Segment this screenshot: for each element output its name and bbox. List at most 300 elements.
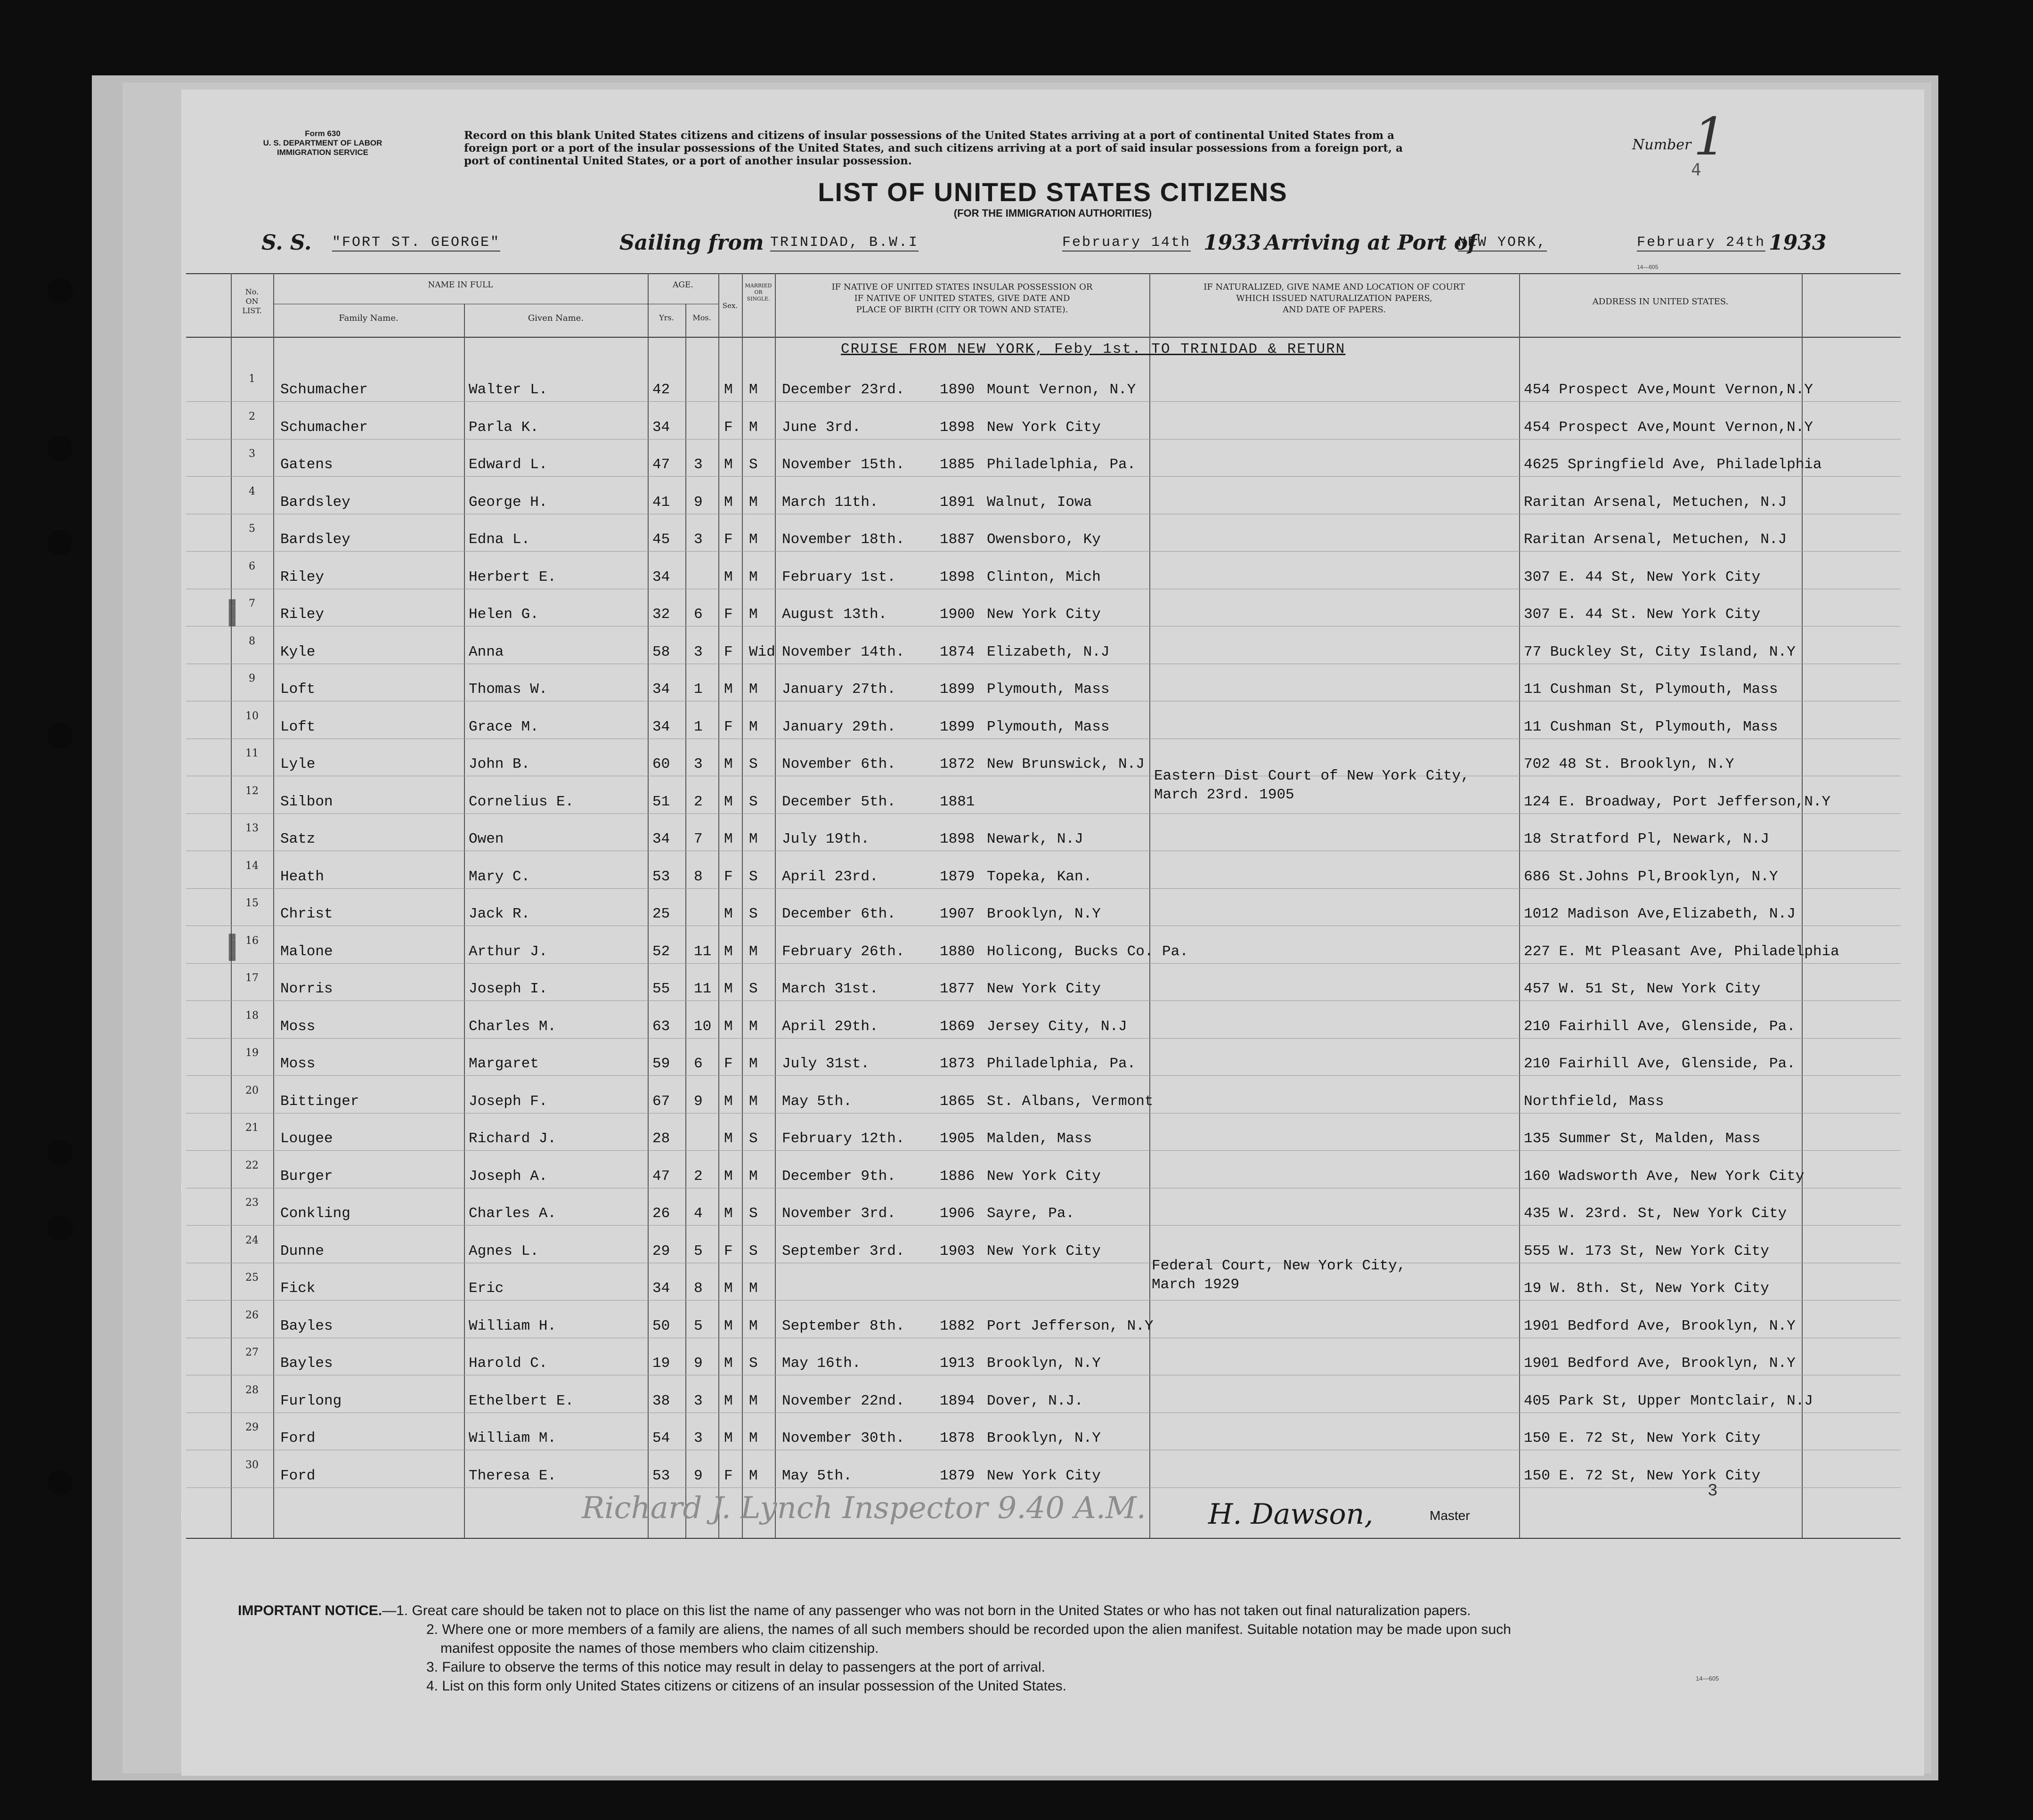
cell-addr: 307 E. 44 St, New York City: [1524, 569, 1761, 585]
col-header-sex: Sex.: [722, 301, 738, 310]
row-rule: [186, 551, 1901, 552]
row-number: 15: [245, 897, 259, 909]
print-code: 14—605: [1696, 1675, 1719, 1682]
cell-ms: M: [749, 1093, 758, 1110]
cell-sex: M: [724, 756, 733, 772]
cell-given: Owen: [469, 831, 504, 847]
row-number: 24: [245, 1235, 259, 1246]
cell-byear: 1865: [940, 1093, 975, 1110]
cell-byear: 1879: [940, 869, 975, 885]
form-identifier: [238, 129, 407, 157]
binder-hole: [47, 530, 73, 555]
notice-heading: IMPORTANT NOTICE.: [238, 1603, 382, 1618]
cell-yrs: 42: [652, 382, 670, 398]
col-header-address: ADDRESS IN UNITED STATES.: [1592, 297, 1729, 307]
cell-bplace: New York City: [987, 1468, 1101, 1484]
cell-addr: 454 Prospect Ave,Mount Vernon,N.Y: [1524, 419, 1813, 436]
cell-addr: Northfield, Mass: [1524, 1093, 1664, 1110]
margin-stamp: ■■■■: [225, 599, 238, 626]
col-divider: [464, 304, 465, 1538]
cell-sex: M: [724, 569, 733, 585]
cell-bdate: November 18th.: [782, 531, 905, 548]
cell-bdate: July 31st.: [782, 1056, 870, 1072]
cell-family: Bayles: [280, 1318, 333, 1334]
cell-addr: 307 E. 44 St. New York City: [1524, 606, 1761, 623]
cell-yrs: 25: [652, 906, 670, 922]
cell-bdate: June 3rd.: [782, 419, 861, 436]
department: U. S. DEPARTMENT OF LABOR: [263, 138, 382, 147]
cell-mos: 5: [694, 1318, 703, 1334]
cell-bplace: Brooklyn, N.Y: [987, 906, 1101, 922]
cell-bdate: February 26th.: [782, 943, 905, 960]
header-text: SINGLE.: [747, 296, 770, 302]
binder-hole: [47, 1140, 73, 1165]
cell-bdate: November 14th.: [782, 644, 905, 660]
cell-byear: 1905: [940, 1130, 975, 1147]
header-text: IF NATIVE OF UNITED STATES INSULAR POSSESSION OR: [831, 282, 1093, 292]
naturalization-court: Eastern Dist Court of New York City,: [1154, 768, 1470, 784]
cell-ms: S: [749, 1205, 758, 1222]
row-rule: [186, 401, 1901, 402]
instruction-line: port of continental United States, or a port of another insular possession.: [464, 154, 912, 167]
header-rule: [186, 337, 1901, 338]
cell-addr: 686 St.Johns Pl,Brooklyn, N.Y: [1524, 869, 1778, 885]
cell-ms: M: [749, 569, 758, 585]
cell-family: Loft: [280, 719, 316, 735]
header-text: No.: [245, 287, 259, 296]
cell-sex: M: [724, 1205, 733, 1222]
cell-ms: M: [749, 943, 758, 960]
cell-given: Joseph A.: [469, 1168, 548, 1185]
row-number: 14: [245, 860, 259, 872]
cell-given: George H.: [469, 494, 548, 511]
row-number: 28: [245, 1384, 259, 1396]
cell-byear: 1874: [940, 644, 975, 660]
cell-ms: S: [749, 1130, 758, 1147]
cell-bplace: St. Albans, Vermont: [987, 1093, 1154, 1110]
row-rule: [186, 1075, 1901, 1076]
col-header-given: Given Name.: [528, 313, 584, 323]
cell-given: Walter L.: [469, 382, 548, 398]
col-header-married: [742, 283, 775, 302]
cell-sex: F: [724, 644, 733, 660]
cell-yrs: 28: [652, 1130, 670, 1147]
cell-yrs: 34: [652, 569, 670, 585]
cell-bplace: Philadelphia, Pa.: [987, 456, 1136, 473]
cell-family: Lyle: [280, 756, 316, 772]
cell-given: Margaret: [469, 1056, 539, 1072]
cell-bdate: December 5th.: [782, 794, 896, 810]
ship-name: "FORT ST. GEORGE": [332, 235, 501, 251]
row-number: 9: [249, 673, 255, 684]
cell-given: Herbert E.: [469, 569, 557, 585]
cell-sex: F: [724, 531, 733, 548]
cell-mos: 3: [694, 1430, 703, 1446]
notice-item: 4. List on this form only United States citizens or citizens of an insular possession of the United States.: [426, 1678, 1067, 1694]
cell-given: Agnes L.: [469, 1243, 539, 1259]
cell-byear: 1881: [940, 794, 975, 810]
cell-given: Arthur J.: [469, 943, 548, 960]
row-number: 5: [249, 523, 255, 535]
cell-byear: 1898: [940, 419, 975, 436]
cell-ms: M: [749, 1280, 758, 1297]
cell-bdate: November 30th.: [782, 1430, 905, 1446]
sail-date: February 14th: [1062, 235, 1191, 251]
cell-ms: M: [749, 831, 758, 847]
cell-ms: S: [749, 1243, 758, 1259]
row-number: 26: [245, 1309, 259, 1321]
notice-item: 3. Failure to observe the terms of this notice may result in delay to passengers at the port of arrival.: [426, 1659, 1045, 1675]
cell-given: William M.: [469, 1430, 557, 1446]
col-header-yrs: Yrs.: [659, 313, 674, 322]
cell-yrs: 32: [652, 606, 670, 623]
table-top-rule: [186, 273, 1901, 274]
cell-mos: 3: [694, 756, 703, 772]
cell-family: Bardsley: [280, 531, 350, 548]
cell-sex: M: [724, 1393, 733, 1409]
cell-addr: 150 E. 72 St, New York City: [1524, 1468, 1761, 1484]
cell-family: Bayles: [280, 1355, 333, 1372]
notice-item: —1. Great care should be taken not to place on this list the name of any passenger who was not born in the United States or who has not taken out final naturalization papers.: [382, 1603, 1471, 1618]
cell-ms: M: [749, 681, 758, 698]
cell-given: Charles A.: [469, 1205, 557, 1222]
cell-given: Edward L.: [469, 456, 548, 473]
cell-bplace: New Brunswick, N.J: [987, 756, 1145, 772]
cell-byear: 1869: [940, 1018, 975, 1035]
cell-given: Parla K.: [469, 419, 539, 436]
important-notice: [238, 1601, 1849, 1696]
cell-family: Dunne: [280, 1243, 325, 1259]
row-number: 27: [245, 1347, 259, 1358]
cell-bplace: Elizabeth, N.J: [987, 644, 1110, 660]
cell-sex: M: [724, 494, 733, 511]
header-text: IF NATIVE OF UNITED STATES, GIVE DATE AND: [854, 293, 1070, 303]
cell-addr: 135 Summer St, Malden, Mass: [1524, 1130, 1761, 1147]
cell-family: Schumacher: [280, 382, 368, 398]
cell-given: Edna L.: [469, 531, 530, 548]
page-title: LIST OF UNITED STATES CITIZENS: [818, 177, 1288, 207]
col-header-birth: [775, 282, 1149, 316]
cell-given: Theresa E.: [469, 1468, 557, 1484]
arrival-port: NEW YORK,: [1458, 235, 1547, 251]
col-divider: [1519, 273, 1520, 1538]
cell-byear: 1873: [940, 1056, 975, 1072]
row-number: 25: [245, 1272, 259, 1284]
cell-yrs: 34: [652, 681, 670, 698]
cell-yrs: 63: [652, 1018, 670, 1035]
cell-bdate: May 5th.: [782, 1468, 852, 1484]
cell-bplace: Clinton, Mich: [987, 569, 1101, 585]
cell-family: Bittinger: [280, 1093, 359, 1110]
cell-sex: F: [724, 606, 733, 623]
cell-addr: Raritan Arsenal, Metuchen, N.J: [1524, 531, 1787, 548]
form-number: Form 630: [305, 129, 341, 138]
cell-given: Mary C.: [469, 869, 530, 885]
cell-sex: F: [724, 1056, 733, 1072]
binder-hole: [47, 278, 73, 303]
sail-year: 1933: [1204, 231, 1261, 255]
cell-ms: M: [749, 494, 758, 511]
binder-hole: [47, 436, 73, 461]
header-text: IF NATURALIZED, GIVE NAME AND LOCATION OF COURT: [1204, 282, 1465, 292]
row-number: 3: [249, 448, 255, 460]
cell-addr: 454 Prospect Ave,Mount Vernon,N.Y: [1524, 382, 1813, 398]
cell-mos: 3: [694, 456, 703, 473]
cell-given: Helen G.: [469, 606, 539, 623]
cell-bdate: February 12th.: [782, 1130, 905, 1147]
instruction-line: Record on this blank United States citizens and citizens of insular possessions of the United States arriving at a port of continental United States from a: [464, 129, 1395, 142]
naturalization-date: March 1929: [1152, 1276, 1240, 1293]
row-number: 2: [249, 411, 255, 422]
service: IMMIGRATION SERVICE: [277, 148, 368, 157]
notice-line: [238, 1658, 1849, 1677]
cell-yrs: 34: [652, 831, 670, 847]
cell-bplace: Owensboro, Ky: [987, 531, 1101, 548]
arriving-label: Arriving at Port of: [1265, 231, 1477, 255]
cell-family: Satz: [280, 831, 316, 847]
row-rule: [186, 1487, 1901, 1488]
row-rule: [186, 813, 1901, 814]
cell-bdate: September 3rd.: [782, 1243, 905, 1259]
master-label: Master: [1430, 1508, 1470, 1523]
cell-sex: F: [724, 869, 733, 885]
cell-byear: 1907: [940, 906, 975, 922]
header-text: ON: [245, 297, 259, 306]
cell-sex: M: [724, 1168, 733, 1185]
col-header-family: Family Name.: [339, 313, 398, 323]
cell-bdate: April 23rd.: [782, 869, 878, 885]
cell-sex: F: [724, 1468, 733, 1484]
notice-item: 2. Where one or more members of a family are aliens, the names of all such members should be recorded upon the alien manifest. Suitable notation may be made upon such: [426, 1622, 1511, 1637]
row-rule: [186, 1150, 1901, 1151]
cell-sex: M: [724, 831, 733, 847]
cell-addr: 1901 Bedford Ave, Brooklyn, N.Y: [1524, 1355, 1796, 1372]
cell-bplace: Brooklyn, N.Y: [987, 1355, 1101, 1372]
cell-byear: 1891: [940, 494, 975, 511]
cell-sex: M: [724, 456, 733, 473]
cell-family: Heath: [280, 869, 325, 885]
cell-bplace: Brooklyn, N.Y: [987, 1430, 1101, 1446]
cell-family: Silbon: [280, 794, 333, 810]
cell-ms: S: [749, 906, 758, 922]
cell-ms: M: [749, 1168, 758, 1185]
cell-addr: 405 Park St, Upper Montclair, N.J: [1524, 1393, 1813, 1409]
col-header-age: AGE.: [673, 280, 693, 290]
col-header-mos: Mos.: [692, 313, 711, 322]
cell-ms: M: [749, 1056, 758, 1072]
cell-byear: 1885: [940, 456, 975, 473]
cell-sex: F: [724, 719, 733, 735]
cell-yrs: 29: [652, 1243, 670, 1259]
cell-bplace: Walnut, Iowa: [987, 494, 1092, 511]
cell-bplace: Plymouth, Mass: [987, 681, 1110, 698]
col-header-name: NAME IN FULL: [428, 280, 493, 290]
cell-ms: M: [749, 606, 758, 623]
header-text: AND DATE OF PAPERS.: [1283, 305, 1386, 315]
cell-addr: 11 Cushman St, Plymouth, Mass: [1524, 719, 1778, 735]
cell-addr: 18 Stratford Pl, Newark, N.J: [1524, 831, 1769, 847]
cell-addr: 160 Wadsworth Ave, New York City: [1524, 1168, 1805, 1185]
margin-stamp: ■■■■: [225, 934, 238, 961]
header-text: MARRIED: [745, 283, 772, 289]
cell-bdate: September 8th.: [782, 1318, 905, 1334]
col-divider: [1149, 273, 1150, 1538]
cell-family: Conkling: [280, 1205, 350, 1222]
cell-given: Joseph I.: [469, 981, 548, 997]
cell-ms: M: [749, 1468, 758, 1484]
header-text: WHICH ISSUED NATURALIZATION PAPERS,: [1236, 293, 1432, 303]
cell-given: Cornelius E.: [469, 794, 574, 810]
cell-bdate: May 5th.: [782, 1093, 852, 1110]
cell-yrs: 26: [652, 1205, 670, 1222]
cell-given: Thomas W.: [469, 681, 548, 698]
naturalization-date: March 23rd. 1905: [1154, 787, 1294, 803]
ss-label: S. S.: [261, 231, 312, 255]
cell-bdate: December 23rd.: [782, 382, 905, 398]
cell-ms: M: [749, 1018, 758, 1035]
notice-line: [238, 1639, 1849, 1658]
cell-family: Kyle: [280, 644, 316, 660]
col-divider: [685, 304, 686, 1538]
cell-addr: 124 E. Broadway, Port Jefferson,N.Y: [1524, 794, 1831, 810]
cell-addr: 1012 Madison Ave,Elizabeth, N.J: [1524, 906, 1796, 922]
cell-byear: 1900: [940, 606, 975, 623]
cell-given: Harold C.: [469, 1355, 548, 1372]
cell-ms: S: [749, 981, 758, 997]
cell-ms: Wid: [749, 644, 775, 660]
cell-given: Richard J.: [469, 1130, 557, 1147]
cell-bplace: New York City: [987, 419, 1101, 436]
cell-yrs: 53: [652, 869, 670, 885]
cell-addr: 435 W. 23rd. St, New York City: [1524, 1205, 1787, 1222]
cell-mos: 4: [694, 1205, 703, 1222]
cell-mos: 3: [694, 1393, 703, 1409]
cell-yrs: 58: [652, 644, 670, 660]
cell-byear: 1878: [940, 1430, 975, 1446]
arrival-year: 1933: [1769, 231, 1827, 255]
cell-sex: M: [724, 1093, 733, 1110]
cell-bdate: January 29th.: [782, 719, 896, 735]
cell-bdate: August 13th.: [782, 606, 887, 623]
cell-yrs: 47: [652, 456, 670, 473]
cell-byear: 1894: [940, 1393, 975, 1409]
cell-bdate: January 27th.: [782, 681, 896, 698]
sailing-label: Sailing from: [619, 231, 764, 255]
cell-family: Furlong: [280, 1393, 342, 1409]
cell-bplace: Port Jefferson, N.Y: [987, 1318, 1154, 1334]
binder-hole: [47, 723, 73, 748]
cell-bdate: July 19th.: [782, 831, 870, 847]
header-text: PLACE OF BIRTH (CITY OR TOWN AND STATE).: [856, 305, 1068, 315]
binder-hole: [47, 1470, 73, 1495]
cell-sex: M: [724, 382, 733, 398]
cell-mos: 11: [694, 981, 712, 997]
row30-note: 3: [1708, 1481, 1718, 1501]
cell-bplace: New York City: [987, 1168, 1101, 1185]
row-number: 12: [245, 785, 259, 797]
cell-family: Lougee: [280, 1130, 333, 1147]
cell-given: Joseph F.: [469, 1093, 548, 1110]
cell-byear: 1886: [940, 1168, 975, 1185]
row-number: 22: [245, 1160, 259, 1171]
cell-byear: 1872: [940, 756, 975, 772]
cell-yrs: 54: [652, 1430, 670, 1446]
master-signature: H. Dawson,: [1208, 1498, 1374, 1531]
cell-bplace: Malden, Mass: [987, 1130, 1092, 1147]
cell-family: Schumacher: [280, 419, 368, 436]
cell-family: Fick: [280, 1280, 316, 1297]
cell-ms: M: [749, 419, 758, 436]
citizen-manifest-page: [181, 89, 1924, 1776]
cell-byear: 1880: [940, 943, 975, 960]
cell-sex: M: [724, 794, 733, 810]
cell-yrs: 19: [652, 1355, 670, 1372]
cell-sex: M: [724, 681, 733, 698]
row-number: 4: [249, 486, 255, 497]
cell-addr: 11 Cushman St, Plymouth, Mass: [1524, 681, 1778, 698]
cell-mos: 2: [694, 1168, 703, 1185]
row-number: 8: [249, 635, 255, 647]
cell-addr: Raritan Arsenal, Metuchen, N.J: [1524, 494, 1787, 511]
table-bottom-rule: [186, 1538, 1901, 1539]
row-number: 23: [245, 1197, 259, 1209]
cell-bdate: November 3rd.: [782, 1205, 896, 1222]
cell-given: Eric: [469, 1280, 504, 1297]
cell-yrs: 34: [652, 1280, 670, 1297]
number-label: Number: [1632, 137, 1691, 153]
cell-family: Loft: [280, 681, 316, 698]
cell-sex: M: [724, 1430, 733, 1446]
cell-bdate: December 9th.: [782, 1168, 896, 1185]
cell-bdate: December 6th.: [782, 906, 896, 922]
notice-line: [238, 1677, 1849, 1696]
cell-ms: S: [749, 456, 758, 473]
cell-family: Norris: [280, 981, 333, 997]
cell-mos: 6: [694, 1056, 703, 1072]
cell-given: William H.: [469, 1318, 557, 1334]
cell-sex: M: [724, 1318, 733, 1334]
cell-mos: 5: [694, 1243, 703, 1259]
cell-bplace: New York City: [987, 981, 1101, 997]
cell-bplace: New York City: [987, 1243, 1101, 1259]
cell-bplace: Topeka, Kan.: [987, 869, 1092, 885]
cell-mos: 7: [694, 831, 703, 847]
cell-bdate: February 1st.: [782, 569, 896, 585]
col-divider: [742, 273, 743, 1538]
cell-bplace: Newark, N.J: [987, 831, 1083, 847]
cell-sex: M: [724, 1130, 733, 1147]
cell-given: Ethelbert E.: [469, 1393, 574, 1409]
col-header-no: [231, 287, 273, 316]
row-rule: [186, 1000, 1901, 1001]
cell-byear: 1906: [940, 1205, 975, 1222]
cell-byear: 1887: [940, 531, 975, 548]
cell-yrs: 59: [652, 1056, 670, 1072]
cell-family: Burger: [280, 1168, 333, 1185]
row-number: 29: [245, 1422, 259, 1433]
cell-byear: 1879: [940, 1468, 975, 1484]
binder-hole: [181, 1503, 182, 1533]
cell-family: Bardsley: [280, 494, 350, 511]
arrival-date: February 24th: [1637, 235, 1766, 251]
cell-byear: 1903: [940, 1243, 975, 1259]
cruise-note: CRUISE FROM NEW YORK, Feby 1st. TO TRINIDAD & RETURN: [841, 341, 1346, 358]
cell-addr: 4625 Springfield Ave, Philadelphia: [1524, 456, 1822, 473]
cell-bdate: March 11th.: [782, 494, 878, 511]
cell-sex: M: [724, 1355, 733, 1372]
cell-mos: 9: [694, 1355, 703, 1372]
departure-port: TRINIDAD, B.W.I: [770, 235, 919, 251]
